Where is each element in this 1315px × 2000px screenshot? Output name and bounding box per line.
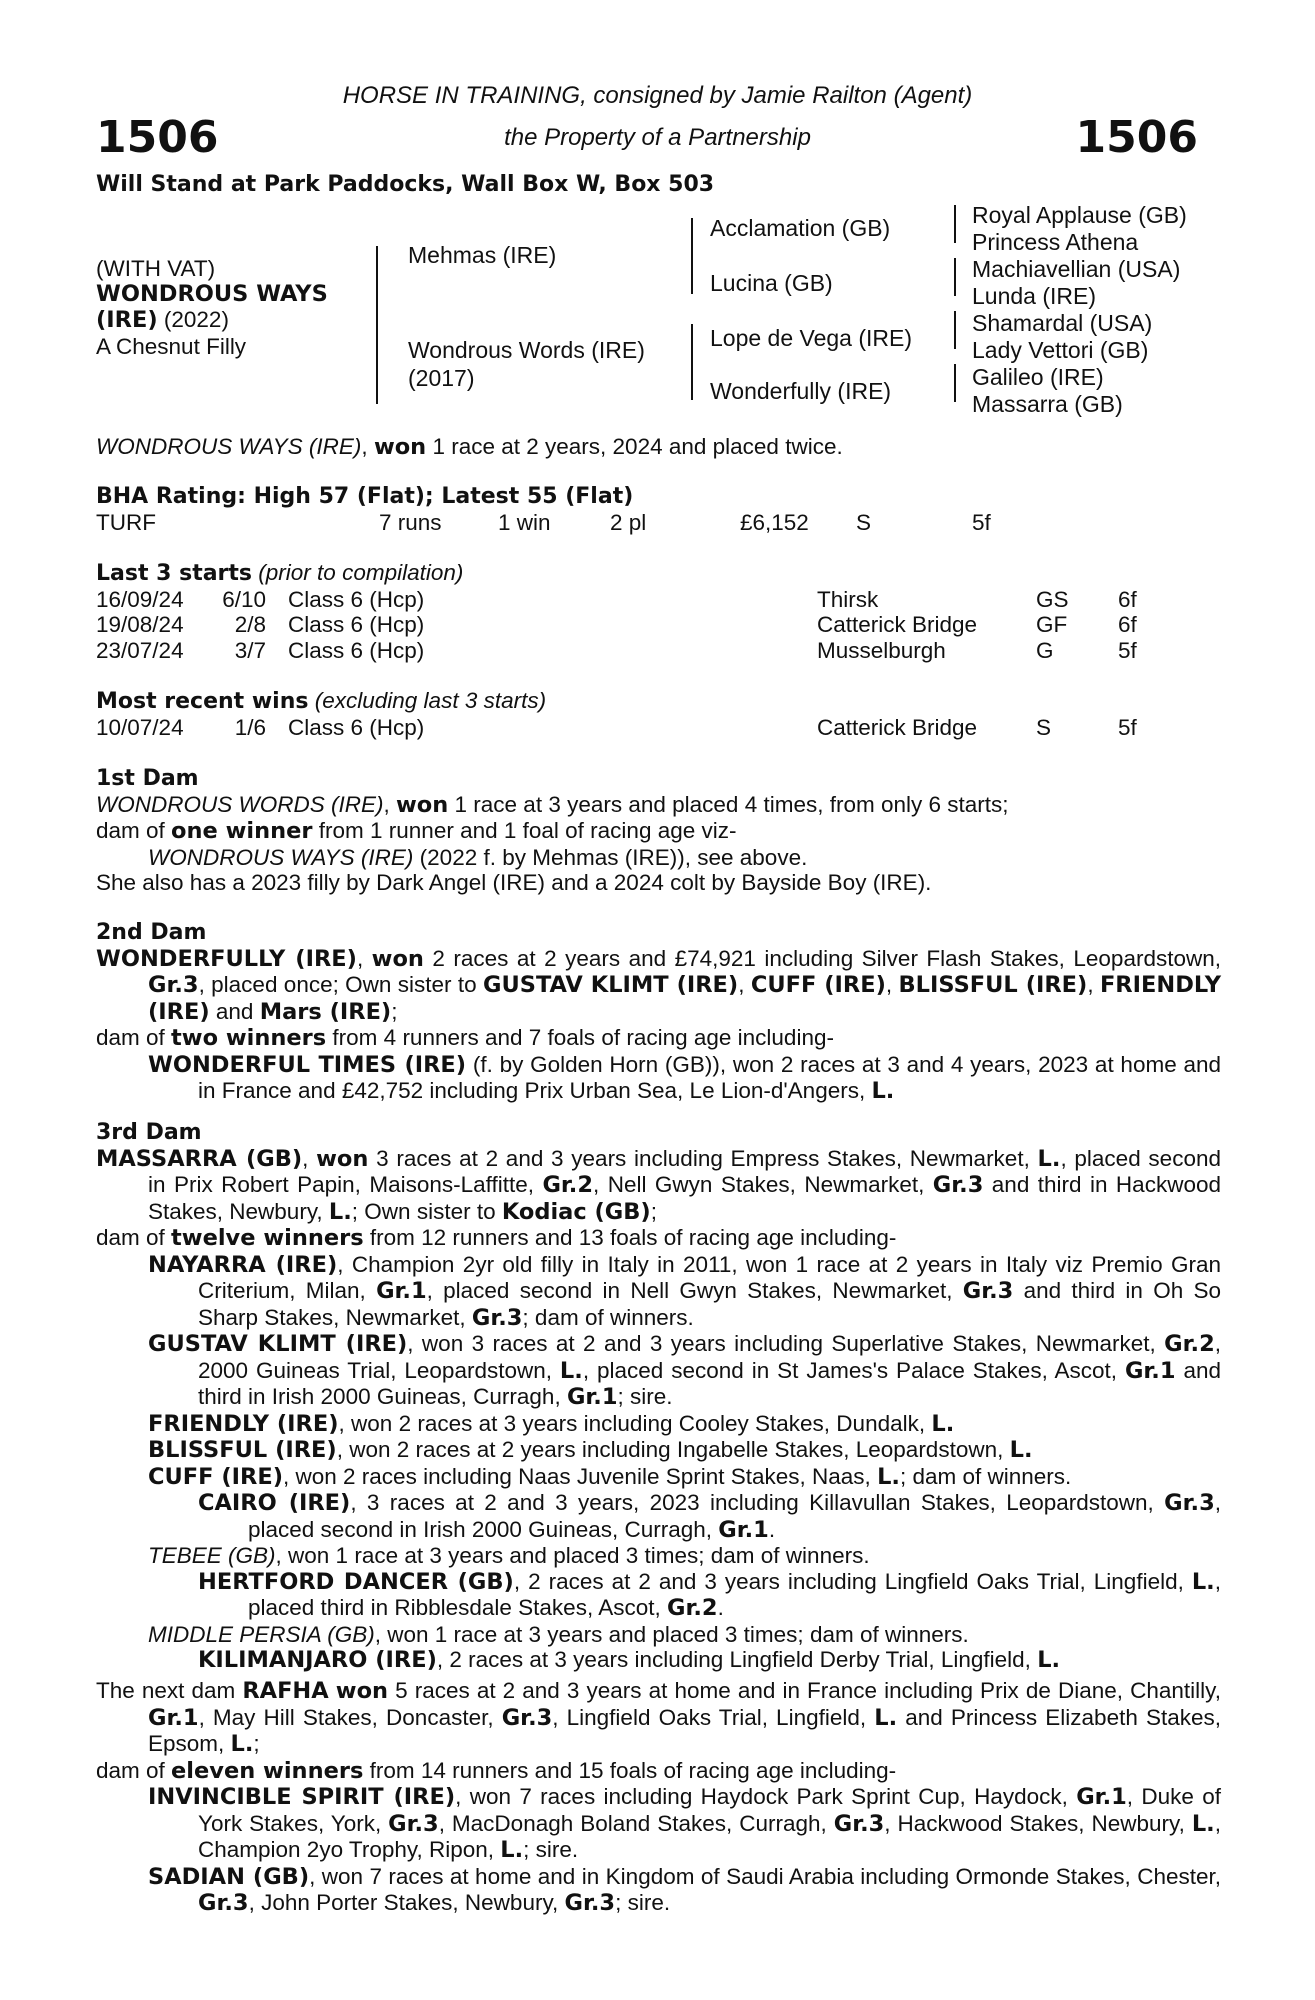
summary-horse-name: WONDROUS WAYS (IRE) bbox=[96, 434, 362, 459]
pedigree-brace-sire bbox=[691, 218, 693, 294]
produce-gustav-klimt: GUSTAV KLIMT (IRE), won 3 races at 2 and 3 years including Superlative Stakes, Newmarket, Gr.2, 2000 Guineas Trial, Leopardstown, L., placed second in St James's Palace Stakes, Ascot, Gr.1 and third in Irish 2000 Guineas, Curragh, Gr.1; sire. bbox=[148, 1331, 1221, 1410]
produce-hertford-dancer: HERTFORD DANCER (GB), 2 races at 2 and 3 years including Lingfield Oaks Trial, Lingfield, L., placed third in Ribblesdale Stakes, Ascot, Gr.2. bbox=[198, 1568, 1221, 1621]
rating-heading: BHA Rating: High 57 (Flat); Latest 55 (Flat) bbox=[96, 484, 634, 509]
last3-pos: 2/8 bbox=[234, 612, 266, 637]
last3-course: Catterick Bridge bbox=[817, 612, 978, 637]
next-dam: The next dam RAFHA won 5 races at 2 and 3 years at home and in France including Prix de Diane, Chantilly, Gr.1, May Hill Stakes, Doncaster, Gr.3, Lingfield Oaks Trial, Lingfield, L. and Princess Elizabeth Stakes, Epsom, L.; dam of eleven winners from 14 runners and 15 foals of racing age including- INVINCIBLE SPIRIT (IRE), won 7 races including Haydock Park Sprint Cup, Haydock, Gr.1, Duke of York Stakes, York, Gr.3, MacDonagh Boland Stakes, Curragh, Gr.3, Hackwood Stakes, Newbury, L., Champion 2yo Trophy, Ripon, L.; sire. SADIAN (GB), won 7 races at home and in Kingdom of Saudi Arabia including Ormonde Stakes, Chester, Gr.3, John Porter Stakes, Newbury, Gr.3; sire. bbox=[96, 1678, 1221, 1916]
horse-description: A Chesnut Filly bbox=[96, 333, 247, 359]
last3-going: GS bbox=[1036, 586, 1069, 612]
pedigree-brace-g1 bbox=[954, 205, 956, 243]
third-dam-heading: 3rd Dam bbox=[96, 1120, 202, 1145]
pedigree-gg3: Machiavellian (USA) bbox=[972, 256, 1181, 282]
produce-nayarra: NAYARRA (IRE), Champion 2yr old filly in Italy in 2011, won 1 race at 2 years in Italy viz Premio Gran Criterium, Milan, Gr.1, placed second in Nell Gwyn Stakes, Newmarket, Gr.3 and third in Oh So Sharp Stakes, Newmarket, Gr.3; dam of winners. bbox=[148, 1251, 1221, 1331]
pedigree-brace-g4 bbox=[954, 364, 956, 402]
produce-kilimanjaro: KILIMANJARO (IRE), 2 races at 3 years including Lingfield Derby Trial, Lingfield, L. bbox=[198, 1647, 1061, 1673]
third-dam: 3rd Dam MASSARRA (GB), won 3 races at 2 and 3 years including Empress Stakes, Newmarket, L., placed second in Prix Robert Papin, Maisons-Laffitte, Gr.2, Nell Gwyn Stakes, Newmarket, Gr.3 and third in Hackwood Stakes, Newbury, L.; Own sister to Kodiac (GB); dam of twelve winners from 12 runners and 13 foals of racing age including- NAYARRA (IRE), Champion 2yr old filly in Italy in 2011, won 1 race at 2 years in Italy viz Premio Gran Criterium, Milan, Gr.1, placed second in Nell Gwyn Stakes, Newmarket, Gr.3 and third in Oh So Sharp Stakes, Newmarket, Gr.3; dam of winners. GUSTAV KLIMT (IRE), won 3 races at 2 and 3 years including Superlative Stakes, Newmarket, Gr.2, 2000 Guineas Trial, Leopardstown, L., placed second in St James's Palace Stakes, Ascot, Gr.1 and third in Irish 2000 Guineas, Curragh, Gr.1; sire. FRIENDLY (IRE), won 2 races at 3 years including Cooley Stakes, Dundalk, L. BLISSFUL (IRE), won 2 races at 2 years including Ingabelle Stakes, Leopardstown, L. CUFF (IRE), won 2 races including Naas Juvenile Sprint Stakes, Naas, L.; dam of winners. CAIRO (IRE), 3 races at 2 and 3 years, 2023 including Killavullan Stakes, Leopardstown, Gr.3, placed second in Irish 2000 Guineas, Curragh, Gr.1. TEBEE (GB), won 1 race at 3 years and placed 3 times; dam of winners. HERTFORD DANCER (GB), 2 races at 2 and 3 years including Lingfield Oaks Trial, Lingfield, L., placed third in Ribblesdale Stakes, Ascot, Gr.2. MIDDLE PERSIA (GB), won 1 race at 3 years and placed 3 times; dam of winners. KILIMANJARO (IRE), 2 races at 3 years including Lingfield Derby Trial, Lingfield, L. bbox=[96, 1120, 1221, 1673]
pedigree-gg2: Princess Athena bbox=[972, 229, 1139, 255]
pedigree-dam-sire: Lope de Vega (IRE) bbox=[710, 325, 913, 351]
race-summary: WONDROUS WAYS (IRE), won 1 race at 2 years, 2024 and placed twice. bbox=[96, 434, 843, 460]
last3-cls: Class 6 (Hcp) bbox=[288, 586, 425, 612]
rating-block bbox=[96, 484, 1221, 536]
horse-country: (IRE) bbox=[96, 307, 158, 333]
pedigree-brace-g3 bbox=[954, 311, 956, 349]
produce-blissful: BLISSFUL (IRE), won 2 races at 2 years including Ingabelle Stakes, Leopardstown, L. bbox=[148, 1437, 1033, 1463]
pedigree-brace-main bbox=[376, 246, 378, 404]
produce-invincible-spirit: INVINCIBLE SPIRIT (IRE), won 7 races including Haydock Park Sprint Cup, Haydock, Gr.1, Duke of York Stakes, York, Gr.3, MacDonagh Boland Stakes, Curragh, Gr.3, Hackwood Stakes, Newbury, L., Champion 2yo Trophy, Ripon, L.; sire. bbox=[148, 1784, 1221, 1863]
rating-runs: 7 runs bbox=[379, 509, 442, 535]
second-dam-name: WONDERFULLY (IRE) bbox=[96, 945, 357, 972]
last3-pos: 6/10 bbox=[222, 586, 266, 612]
recent-pos: 1/6 bbox=[234, 714, 266, 740]
horse-year: (2022) bbox=[157, 307, 229, 332]
pedigree-dam-dam: Wonderfully (IRE) bbox=[710, 378, 892, 404]
recent-dist: 5f bbox=[1118, 714, 1137, 740]
pedigree-gg4: Lunda (IRE) bbox=[972, 283, 1097, 309]
pedigree-dam-year: (2017) bbox=[408, 365, 475, 391]
last3-dist: 6f bbox=[1118, 612, 1137, 637]
rating-distance: 5f bbox=[972, 509, 991, 535]
next-dam-name: RAFHA bbox=[242, 1678, 329, 1704]
last3-dist: 6f bbox=[1118, 586, 1137, 612]
summary-won: won bbox=[373, 434, 427, 460]
last3-going: G bbox=[1036, 637, 1054, 663]
property-line: the Property of a Partnership bbox=[504, 124, 811, 151]
last3-course: Musselburgh bbox=[817, 637, 946, 663]
pedigree-sire-dam: Lucina (GB) bbox=[710, 270, 833, 296]
last3-row bbox=[96, 638, 1221, 664]
lot-number-right: 1506 bbox=[1075, 112, 1198, 163]
recent-date: 10/07/24 bbox=[96, 714, 184, 740]
horse-name: WONDROUS WAYS bbox=[96, 280, 328, 307]
pedigree-gg7: Galileo (IRE) bbox=[972, 364, 1104, 390]
recent-heading: Most recent wins bbox=[96, 689, 309, 714]
last3-date: 23/07/24 bbox=[96, 637, 184, 663]
pedigree-gg6: Lady Vettori (GB) bbox=[972, 337, 1149, 363]
third-dam-name: MASSARRA (GB) bbox=[96, 1145, 303, 1172]
recent-note: (excluding last 3 starts) bbox=[314, 688, 547, 713]
last3-pos: 3/7 bbox=[234, 637, 266, 663]
rating-prize: £6,152 bbox=[740, 509, 809, 535]
recent-row bbox=[96, 715, 1221, 741]
wonderful-times: WONDERFUL TIMES (IRE) bbox=[148, 1051, 467, 1078]
last3-going: GF bbox=[1036, 612, 1068, 637]
last3-row bbox=[96, 587, 1221, 613]
recent-going: S bbox=[1036, 714, 1052, 740]
pedigree-gg5: Shamardal (USA) bbox=[972, 310, 1153, 336]
last3-row bbox=[96, 612, 1221, 638]
pedigree-gg1: Royal Applause (GB) bbox=[972, 202, 1187, 228]
produce-tebee: TEBEE (GB), won 1 race at 3 years and placed 3 times; dam of winners. bbox=[148, 1543, 870, 1568]
last3-date: 16/09/24 bbox=[96, 586, 184, 612]
last3-cls: Class 6 (Hcp) bbox=[288, 612, 425, 637]
last3-course: Thirsk bbox=[817, 586, 879, 612]
most-recent-wins bbox=[96, 688, 1221, 740]
stand-location: Will Stand at Park Paddocks, Wall Box W, Box 503 bbox=[96, 172, 715, 197]
produce-cuff: CUFF (IRE), won 2 races including Naas Juvenile Sprint Stakes, Naas, L.; dam of winners. bbox=[148, 1463, 1072, 1490]
pedigree-sire: Mehmas (IRE) bbox=[408, 242, 557, 268]
pedigree-brace-g2 bbox=[954, 258, 956, 296]
last3-date: 19/08/24 bbox=[96, 612, 184, 637]
produce-sadian: SADIAN (GB), won 7 races at home and in Kingdom of Saudi Arabia including Ormonde Stakes, Chester, Gr.3, John Porter Stakes, Newbury, Gr.3; sire. bbox=[148, 1863, 1221, 1916]
produce-middle-persia: MIDDLE PERSIA (GB), won 1 race at 3 years and placed 3 times; dam of winners. bbox=[148, 1621, 969, 1647]
first-dam-name: WONDROUS WORDS (IRE) bbox=[96, 791, 384, 817]
first-dam: 1st Dam WONDROUS WORDS (IRE), won 1 race at 3 years and placed 4 times, from only 6 starts; dam of one winner from 1 runner and 1 foal of racing age viz- WONDROUS WAYS (IRE) (2022 f. by Mehmas (IRE)), see above. She also has a 2023 filly by Dark Angel (IRE) and a 2024 colt by Bayside Boy (IRE). bbox=[96, 766, 1221, 896]
vat-label: (WITH VAT) bbox=[96, 256, 216, 281]
rating-wins: 1 win bbox=[498, 509, 551, 535]
last3-cls: Class 6 (Hcp) bbox=[288, 637, 425, 663]
rating-record bbox=[96, 510, 1221, 536]
horse-identity bbox=[96, 256, 328, 359]
second-dam-heading: 2nd Dam bbox=[96, 920, 207, 945]
rating-surface: TURF bbox=[96, 509, 156, 535]
last3-dist: 5f bbox=[1118, 637, 1137, 663]
first-dam-produce: WONDROUS WAYS (IRE) bbox=[148, 844, 414, 870]
recent-rows bbox=[96, 715, 1221, 741]
recent-course: Catterick Bridge bbox=[817, 714, 978, 740]
last3-note: (prior to compilation) bbox=[258, 560, 464, 585]
last3-rows bbox=[96, 587, 1221, 664]
pedigree-dam: Wondrous Words (IRE) bbox=[408, 337, 645, 363]
first-dam-foals: She also has a 2023 filly by Dark Angel (IRE) and a 2024 colt by Bayside Boy (IRE). bbox=[96, 870, 932, 895]
pedigree-brace-dam bbox=[691, 324, 693, 400]
recent-cls: Class 6 (Hcp) bbox=[288, 714, 425, 740]
pedigree-gg8: Massarra (GB) bbox=[972, 391, 1123, 417]
lot-number-left: 1506 bbox=[96, 112, 219, 163]
first-dam-heading: 1st Dam bbox=[96, 766, 199, 791]
rating-going: S bbox=[856, 509, 872, 535]
second-dam: 2nd Dam WONDERFULLY (IRE), won 2 races at 2 years and £74,921 including Silver Flash Stakes, Leopardstown, Gr.3, placed once; Own sister to GUSTAV KLIMT (IRE), CUFF (IRE), BLISSFUL (IRE), FRIENDLY (IRE) and Mars (IRE); dam of two winners from 4 runners and 7 foals of racing age including- WONDERFUL TIMES (IRE) (f. by Golden Horn (GB)), won 2 races at 3 and 4 years, 2023 at home and in France and £42,752 including Prix Urban Sea, Le Lion-d'Angers, L. bbox=[96, 920, 1222, 1104]
produce-friendly: FRIENDLY (IRE), won 2 races at 3 years including Cooley Stakes, Dundalk, L. bbox=[148, 1410, 955, 1437]
last-three-starts bbox=[96, 560, 1221, 663]
pedigree-sire-sire: Acclamation (GB) bbox=[710, 215, 891, 241]
summary-text: 1 race at 2 years, 2024 and placed twice. bbox=[426, 434, 843, 459]
consignor-line: HORSE IN TRAINING, consigned by Jamie Railton (Agent) bbox=[342, 82, 973, 109]
rating-placed: 2 pl bbox=[610, 509, 647, 535]
last3-heading: Last 3 starts bbox=[96, 561, 253, 586]
horse-country-year bbox=[96, 307, 328, 334]
produce-cairo: CAIRO (IRE), 3 races at 2 and 3 years, 2023 including Killavullan Stakes, Leopardstown, Gr.3, placed second in Irish 2000 Guineas, Curragh, Gr.1. bbox=[198, 1490, 1221, 1543]
